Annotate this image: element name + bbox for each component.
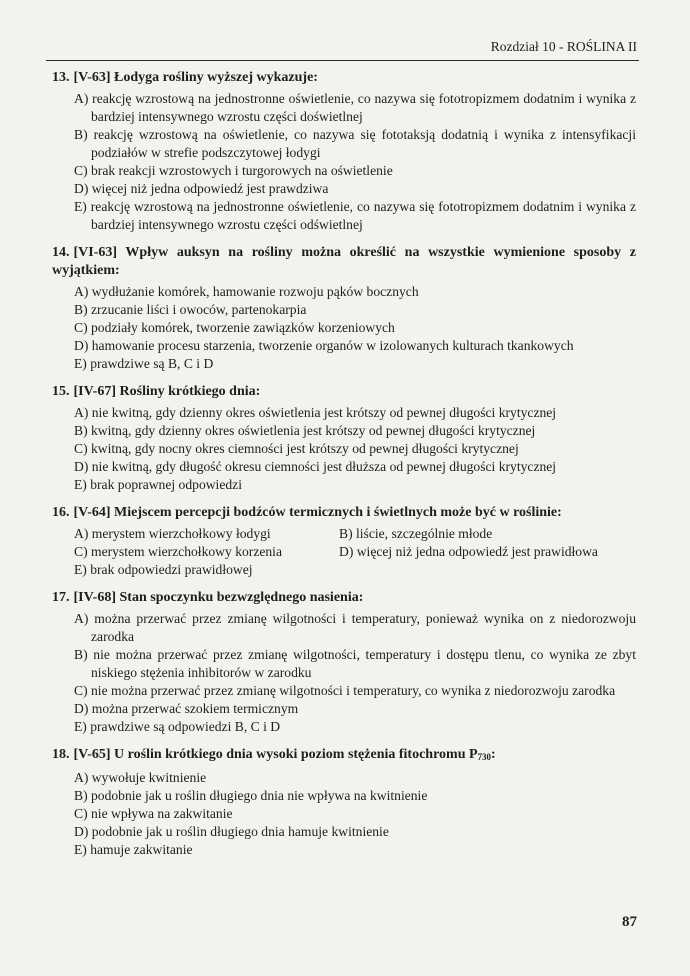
option-b: B) liście, szczególnie młode: [339, 526, 493, 541]
question-15: [52, 383, 636, 494]
option-b: B) zrzucanie liści i owoców, partenokarpia: [74, 302, 307, 317]
header-rule: [46, 60, 639, 61]
option-a: A) nie kwitną, gdy dzienny okres oświetlenia jest krótszy od pewnej długości krytycznej: [74, 405, 557, 420]
question-title: [V-63] Łodyga rośliny wyższej wykazuje:: [73, 70, 318, 85]
option-e: E) reakcję wzrostową na jednostronne oświetlenie, co nazywa się fototropizmem dodatnim i wynika z bardziej intensywnego wzrostu części odświetlnej: [74, 199, 636, 232]
option-e: E) brak odpowiedzi prawidłowej: [74, 562, 253, 577]
question-number: 14.: [52, 245, 70, 260]
option-b: B) kwitną, gdy dzienny okres oświetlenia jest krótszy od pewnej długości krytycznej: [74, 423, 536, 438]
option-b: B) reakcję wzrostową na oświetlenie, co nazywa się fototaksją dodatnią i wynika z intensyfikacji podziałów w strefie podszczytowej łodygi: [74, 127, 636, 160]
option-d: D) nie kwitną, gdy długość okresu ciemności jest dłuższa od pewnej długości krytycznej: [74, 459, 557, 474]
page-number: 87: [622, 914, 637, 930]
question-title: [V-65] U roślin krótkiego dnia wysoki poziom stężenia fitochromu P: [73, 747, 478, 762]
question-17: [52, 589, 636, 736]
option-d: D) podobnie jak u roślin długiego dnia hamuje kwitnienie: [74, 824, 389, 839]
option-c: C) nie wpływa na zakwitanie: [74, 806, 233, 821]
question-title: [IV-68] Stan spoczynku bezwzględnego nasienia:: [73, 590, 364, 605]
question-list: [52, 69, 636, 869]
question-title: [V-64] Miejscem percepcji bodźców termicznych i świetlnych może być w roślinie:: [73, 505, 562, 520]
option-b: B) nie można przerwać przez zmianę wilgotności, temperatury i dostępu tlenu, co wynika ze zbyt niskiego stężenia inhibitorów w zarodku: [74, 647, 636, 680]
question-18: [52, 746, 636, 859]
option-a: A) merystem wierzchołkowy łodygi: [74, 526, 271, 541]
option-a: A) można przerwać przez zmianę wilgotności i temperatury, ponieważ wynika on z niedorozwoju zarodka: [74, 611, 636, 644]
option-e: E) brak poprawnej odpowiedzi: [74, 477, 242, 492]
option-e: E) prawdziwe są B, C i D: [74, 356, 214, 371]
question-number: 18.: [52, 747, 70, 762]
option-c: C) nie można przerwać przez zmianę wilgotności i temperatury, co wynika z niedorozwoju zarodka: [74, 683, 616, 698]
option-a: A) reakcję wzrostową na jednostronne oświetlenie, co nazywa się fototropizmem dodatnim i wynika z bardziej intensywnego wzrostu części doświetlnej: [74, 91, 636, 124]
question-14: [52, 244, 636, 373]
question-16: [52, 504, 636, 579]
option-b: B) podobnie jak u roślin długiego dnia nie wpływa na kwitnienie: [74, 788, 428, 803]
phytochrome-subscript: 730: [477, 752, 492, 762]
option-a: A) wydłużanie komórek, hamowanie rozwoju pąków bocznych: [74, 284, 419, 299]
option-a: A) wywołuje kwitnienie: [74, 770, 207, 785]
question-title-end: :: [491, 747, 496, 762]
option-e: E) prawdziwe są odpowiedzi B, C i D: [74, 719, 281, 734]
option-c: C) podziały komórek, tworzenie zawiązków korzeniowych: [74, 320, 395, 335]
question-title: [IV-67] Rośliny krótkiego dnia:: [73, 384, 261, 399]
question-number: 17.: [52, 590, 70, 605]
question-number: 15.: [52, 384, 70, 399]
option-e: E) hamuje zakwitanie: [74, 842, 193, 857]
question-13: [52, 69, 636, 234]
option-c: C) merystem wierzchołkowy korzenia: [74, 544, 282, 559]
question-number: 13.: [52, 70, 70, 85]
running-header: Rozdział 10 - ROŚLINA II: [490, 39, 637, 54]
question-title: [VI-63] Wpływ auksyn na rośliny można określić na wszystkie wymienione sposoby z wyjątkiem:: [52, 245, 636, 278]
option-d: D) więcej niż jedna odpowiedź jest prawidłowa: [339, 544, 598, 559]
option-d: D) można przerwać szokiem termicznym: [74, 701, 299, 716]
option-d: D) hamowanie procesu starzenia, tworzenie organów w izolowanych kulturach tkankowych: [74, 338, 574, 353]
option-d: D) więcej niż jedna odpowiedź jest prawdziwa: [74, 181, 329, 196]
question-number: 16.: [52, 505, 70, 520]
option-c: C) brak reakcji wzrostowych i turgorowych na oświetlenie: [74, 163, 393, 178]
option-c: C) kwitną, gdy nocny okres ciemności jest krótszy od pewnej długości krytycznej: [74, 441, 519, 456]
